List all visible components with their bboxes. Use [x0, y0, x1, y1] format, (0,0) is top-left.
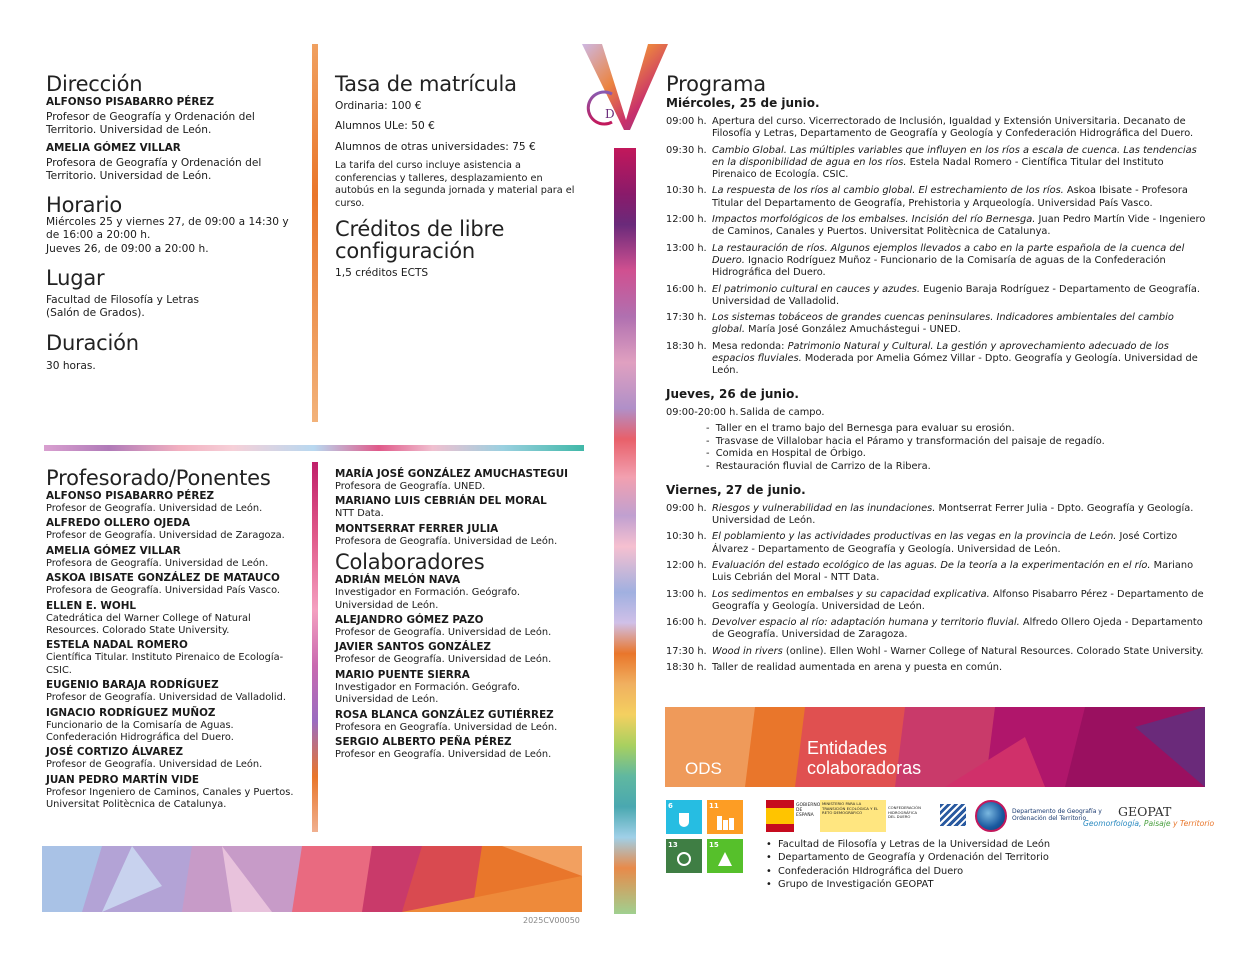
programa-item: [666, 589, 1206, 614]
professor-name: ELLEN E. WOHL: [46, 599, 137, 612]
programa-item: [666, 312, 1206, 337]
chd-icon: [940, 804, 966, 826]
entidades-list: [766, 838, 1206, 892]
programa-item: [666, 662, 1206, 674]
lugar-line: Facultad de Filosofía y Letras: [46, 293, 200, 306]
programa-time: 18:30 h.: [666, 662, 707, 674]
programa-time: 17:30 h.: [666, 312, 707, 324]
programa-speaker: Alfredo Ollero Ojeda - Departamento de Geografía. Universidad de Zaragoza.: [712, 617, 1203, 641]
sdg-11-number: 11: [709, 802, 719, 810]
programa-title: Impactos morfológicos de los embalses. Incisión del río Bernesga.: [712, 214, 1036, 226]
programa-item: [666, 617, 1206, 642]
professor-name: JUAN PEDRO MARTÍN VIDE: [46, 773, 199, 786]
color-stripe-horizontal: [44, 445, 584, 451]
programa-text: [712, 617, 1206, 642]
programa-title: Wood in rivers: [712, 645, 783, 657]
programa-text: [712, 243, 1206, 280]
horario-line: Jueves 26, de 09:00 a 20:00 h.: [46, 243, 209, 256]
programa-title: Cambio Global. Las múltiples variables que influyen en los ríos a escala de cuenca. Las tendencias en la disponibilidad de agua en los ríos.: [712, 144, 1197, 168]
tasa-line: Ordinaria: 100 €: [335, 100, 422, 112]
professor-role: Profesor de Geografía. Universidad de Zaragoza.: [46, 530, 285, 542]
professor-name: MONTSERRAT FERRER JULIA: [335, 522, 499, 535]
colaborador-role: Profesor de Geografía. Universidad de León.: [335, 654, 552, 666]
colaborador-name: MARIO PUENTE SIERRA: [335, 668, 470, 681]
programa-time: 16:00 h.: [666, 283, 707, 295]
colaboradores-title: Colaboradores: [335, 550, 485, 575]
programa-title: El patrimonio cultural en cauces y azudes.: [712, 283, 920, 295]
programa-item: [666, 284, 1206, 309]
programa-item: [666, 214, 1206, 239]
colaborador-name: ALEJANDRO GÓMEZ PAZO: [335, 614, 484, 627]
sdg-15-icon: [707, 839, 743, 873]
programa-column: [666, 73, 1206, 678]
programa-time: 10:30 h.: [666, 185, 707, 197]
programa-title: Evaluación del estado ecológico de las aguas. De la teoría a la experimentación en el río.: [712, 559, 1151, 571]
colaborador-role: Profesora en Geografía. Universidad de León.: [335, 721, 558, 733]
bullet-dash-icon: -: [706, 448, 716, 460]
programa-speaker: Ignacio Rodríguez Muñoz - Funcionario de la Comisaría de aguas de la Confederación Hidrográfica del Duero.: [712, 254, 1166, 279]
programa-speaker: Mariano Luis Cebrián del Moral - NTT Data.: [712, 559, 1194, 584]
programa-bullet: [666, 448, 1206, 461]
programa-speaker: Eugenio Baraja Rodríguez - Departamento de Geografía. Universidad de Valladolid.: [712, 283, 1200, 307]
tasa-note: La tarifa del curso incluye asistencia a conferencias y talleres, desplazamiento en autobús en la segunda jornada y material para el curso.: [335, 160, 575, 209]
tasa-line: Alumnos ULe: 50 €: [335, 120, 435, 133]
entidad-item: • Facultad de Filosofía y Letras de la Universidad de León: [766, 838, 1206, 851]
professor-role: Científica Titular. Instituto Pirenaico de Ecología-CSIC.: [46, 652, 284, 676]
programa-speaker: Taller de realidad aumentada en arena y puesta en común.: [712, 662, 1003, 674]
programa-day-heading: Viernes, 27 de junio.: [666, 482, 806, 497]
confederacion-label: CONFEDERACIÓN HIDROGRÁFICA DEL DUERO: [888, 805, 922, 819]
programa-time: 17:30 h.: [666, 645, 707, 657]
colaborador-name: SERGIO ALBERTO PEÑA PÉREZ: [335, 736, 512, 749]
sdg-15-number: 15: [709, 841, 719, 849]
programa-text: [712, 560, 1206, 585]
professor-role: Funcionario de la Comisaría de Aguas. Confederación Hidrográfica del Duero.: [46, 719, 234, 744]
sdg-icons: [666, 800, 746, 875]
programa-bullet: [666, 423, 1206, 436]
programa-time: 18:30 h.: [666, 340, 707, 352]
center-ribbon: [614, 148, 636, 914]
geopat-title: GEOPAT: [1118, 804, 1172, 819]
colaborador-name: ADRIÁN MELÓN NAVA: [335, 574, 461, 587]
programa-title: Los sistemas tobáceos de grandes cuencas peninsulares. Indicadores ambientales del cambio global.: [712, 312, 1174, 336]
programa-time: 13:00 h.: [666, 242, 707, 254]
horario-line: Miércoles 25 y viernes 27, de 09:00 a 14:30 y de 16:00 a 20:00 h.: [46, 215, 289, 242]
bullet-dash-icon: -: [706, 422, 716, 434]
programa-text: [712, 185, 1206, 210]
colaborador-name: JAVIER SANTOS GONZÁLEZ: [335, 641, 491, 654]
tasa-title: Tasa de matrícula: [335, 72, 517, 96]
professor-role: Profesor Ingeniero de Caminos, Canales y Puertos. Universitat Politècnica de Catalunya.: [46, 786, 294, 811]
programa-title: Devolver espacio al río: adaptación humana y territorio fluvial.: [712, 617, 1020, 629]
profesorado-column-2: [335, 467, 580, 763]
programa-time: 12:00 h.: [666, 214, 707, 226]
bullet-dash-icon: -: [706, 461, 716, 473]
professor-name: ASKOA IBISATE GONZÁLEZ DE MATAUCO: [46, 572, 280, 585]
profesorado-column: [46, 467, 304, 814]
programa-text: [712, 145, 1206, 182]
professor-name: MARÍA JOSÉ GONZÁLEZ AMUCHASTEGUI: [335, 468, 568, 480]
sdg-6-icon: [666, 800, 702, 834]
entidad-item: • Departamento de Geografía y Ordenación del Territorio: [766, 851, 1206, 864]
direccion-title: Dirección: [46, 72, 143, 96]
programa-time: 13:00 h.: [666, 588, 707, 600]
ministerio-label: MINISTERIO PARA LA TRANSICIÓN ECOLÓGICA Y EL RETO DEMOGRÁFICO: [820, 800, 886, 832]
sdg-13-icon: [666, 839, 702, 873]
programa-item: [666, 560, 1206, 585]
programa-speaker: Juan Pedro Martín Vide - Ingeniero de Caminos, Canales y Puertos. Universitat Politècnica de Catalunya.: [712, 214, 1206, 238]
colaborador-role: Investigador en Formación. Geógrafo. Universidad de León.: [335, 681, 520, 706]
programa-item: [666, 531, 1206, 556]
programa-text: [712, 646, 1206, 658]
profesorado-title: Profesorado/Ponentes: [46, 466, 271, 490]
professor-role: Profesor de Geografía. Universidad de Valladolid.: [46, 692, 286, 704]
professor-name: JOSÉ CORTIZO ÁLVAREZ: [46, 746, 184, 759]
professor-name: ESTELA NADAL ROMERO: [46, 639, 188, 652]
programa-text: [712, 662, 1206, 674]
programa-item: [666, 116, 1206, 141]
programa-text: [712, 284, 1206, 309]
programa-speaker: Moderada por Amelia Gómez Villar - Dpto. Geografía y Geología. Universidad de León.: [712, 353, 1198, 377]
professor-role: NTT Data.: [335, 508, 384, 520]
programa-text: [712, 116, 1206, 141]
bullet-dash-icon: -: [706, 435, 716, 447]
programa-title: Patrimonio Natural y Cultural. La gestión y aprovechamiento adecuado de los espacios fluviales.: [712, 340, 1169, 365]
colaborador-name: ROSA BLANCA GONZÁLEZ GUTIÉRREZ: [335, 708, 554, 721]
entidad-item: • Grupo de Investigación GEOPAT: [766, 878, 1206, 891]
director-role: Profesor de Geografía y Ordenación del Territorio. Universidad de León.: [46, 111, 255, 137]
bullet-text: Restauración fluvial de Carrizo de la Ribera.: [715, 461, 931, 473]
programa-item: [666, 185, 1206, 210]
programa-bullet: [666, 436, 1206, 449]
programa-text: [712, 531, 1206, 556]
programa-item: [666, 503, 1206, 528]
cv-logo: [582, 42, 668, 132]
color-divider-bottom: [312, 462, 318, 832]
programa-day-heading: Miércoles, 25 de junio.: [666, 96, 820, 110]
middle-top-column: [335, 73, 577, 280]
director-name: ALFONSO PISABARRO PÉREZ: [46, 96, 214, 108]
left-top-column: [46, 73, 301, 373]
entidad-item: • Confederación HIdrográfica del Duero: [766, 865, 1206, 878]
escudo-icon: [766, 800, 794, 832]
ods-label: ODS: [685, 759, 722, 778]
programa-item: [666, 341, 1206, 378]
programa-text: [712, 214, 1206, 239]
gobierno-logo: [766, 800, 934, 832]
colaborador-role: Profesor en Geografía. Universidad de León.: [335, 749, 552, 761]
programa-pre: Mesa redonda:: [712, 340, 788, 352]
programa-text: [712, 589, 1206, 614]
programa-title: La restauración de ríos. Algunos ejemplos llevados a cabo en la parte española de la cuenca del Duero.: [712, 242, 1185, 266]
sdg-6-number: 6: [668, 802, 673, 810]
professor-role: Profesor de Geografía. Universidad de León.: [46, 759, 263, 771]
programa-title: Riesgos y vulnerabilidad en las inundaciones.: [712, 502, 936, 514]
professor-role: Profesora de Geografía. UNED.: [335, 481, 486, 492]
programa-text: [712, 503, 1206, 528]
entidades-banner: [665, 707, 1205, 787]
programa-time: 10:30 h.: [666, 531, 707, 543]
duracion-line: 30 horas.: [46, 359, 96, 372]
director-name: AMELIA GÓMEZ VILLAR: [46, 141, 181, 154]
programa-speaker: María José González Amuchástegui - UNED.: [745, 324, 961, 336]
lugar-title: Lugar: [46, 265, 105, 290]
professor-role: Profesora de Geografía. Universidad País Vasco.: [46, 585, 281, 597]
programa-item: [666, 145, 1206, 182]
sdg-13-number: 13: [668, 841, 678, 849]
programa-text: Salida de campo.: [740, 406, 825, 418]
horario-title: Horario: [46, 192, 123, 217]
professor-name: IGNACIO RODRÍGUEZ MUÑOZ: [46, 706, 216, 719]
dept-label: Departamento de Geografía y Ordenación del Territorio: [1012, 808, 1102, 822]
programa-title: Los sedimentos en embalses y su capacidad explicativa.: [712, 588, 990, 600]
programa-speaker: Alfonso Pisabarro Pérez - Departamento de Geografía y Geología. Universidad de León.: [712, 588, 1204, 612]
programa-title: Programa: [666, 72, 766, 96]
ule-globe-icon: [975, 800, 1007, 832]
programa-speaker: (online). Ellen Wohl - Warner College of Natural Resources. Colorado State University.: [782, 645, 1204, 657]
professor-name: AMELIA GÓMEZ VILLAR: [46, 544, 181, 557]
tasa-line: Alumnos de otras universidades: 75 €: [335, 140, 536, 153]
programa-speaker: Apertura del curso. Vicerrectorado de Inclusión, Igualdad y Extensión Universitaria. Decanato de Filosofía y Letras, Departamento de Geografía y Geología y Confederación Hidrográfica del Duero.: [712, 116, 1194, 140]
bullet-text: Trasvase de Villalobar hacia el Páramo y transformación del paisaje de regadío.: [715, 435, 1105, 447]
colaborador-role: Profesor de Geografía. Universidad de León.: [335, 627, 552, 639]
programa-time: 09:00 h.: [666, 116, 707, 127]
mosaic-footer: [42, 846, 582, 912]
colaborador-role: Investigador en Formación. Geógrafo. Universidad de León.: [335, 587, 520, 611]
programa-item: [666, 243, 1206, 280]
professor-name: EUGENIO BARAJA RODRÍGUEZ: [46, 679, 219, 692]
programa-time: 12:00 h.: [666, 559, 707, 571]
professor-role: Profesora de Geografía. Universidad de León.: [46, 557, 269, 569]
professor-name: MARIANO LUIS CEBRIÁN DEL MORAL: [335, 495, 547, 508]
programa-speaker: Montserrat Ferrer Julia - Dpto. Geografía y Geología. Universidad de León.: [712, 502, 1194, 527]
creditos-title: Créditos de libre configuración: [335, 216, 505, 263]
programa-speaker: José Cortizo Álvarez - Departamento de Geografía y Geología. Universidad de León.: [712, 531, 1178, 555]
programa-time: 16:00 h.: [666, 617, 707, 629]
gobierno-label: GOBIERNO DE ESPAÑA: [796, 803, 821, 818]
programa-text: [712, 312, 1206, 337]
document-code: 2025CV00050: [523, 916, 580, 925]
programa-title: La respuesta de los ríos al cambio global. El estrechamiento de los ríos.: [712, 185, 1064, 197]
professor-name: ALFREDO OLLERO OJEDA: [46, 517, 191, 530]
programa-item: [666, 407, 1206, 419]
geopat-logo: [1083, 804, 1215, 828]
programa-title: El poblamiento y las actividades productivas en las vegas en la provincia de León.: [712, 531, 1117, 543]
professor-name: ALFONSO PISABARRO PÉREZ: [46, 490, 214, 502]
bullet-text: Taller en el tramo bajo del Bernesga para evaluar su erosión.: [715, 422, 1015, 434]
entidades-label: Entidades colaboradoras: [807, 738, 922, 778]
programa-day-heading: Jueves, 26 de junio.: [666, 386, 799, 401]
professor-role: Catedrática del Warner College of Natural Resources. Colorado State University.: [46, 612, 251, 637]
programa-time: 09:30 h.: [666, 144, 707, 156]
geopat-sub3: y Territorio: [1170, 819, 1215, 828]
programa-speaker: Askoa Ibisate - Profesora Titular del Departamento de Geografía, Prehistoria y Arqueología. Universidad País Vasco.: [712, 185, 1188, 209]
director-role: Profesora de Geografía y Ordenación del Territorio. Universidad de León.: [46, 156, 262, 183]
svg-text:D: D: [605, 107, 615, 121]
programa-speaker: Estela Nadal Romero - Científica Titular del Instituto Pirenaico de Ecología. CSIC.: [712, 156, 1164, 181]
programa-time: 09:00 h.: [666, 502, 707, 514]
geopat-sub1: Geomorfología,: [1083, 819, 1144, 828]
lugar-line: (Salón de Grados).: [46, 307, 145, 320]
programa-bullet: [666, 461, 1206, 474]
orange-divider-top: [312, 44, 318, 422]
professor-role: Profesora de Geografía. Universidad de León.: [335, 535, 558, 547]
professor-role: Profesor de Geografía. Universidad de León.: [46, 503, 263, 514]
programa-text: [712, 341, 1206, 378]
creditos-line: 1,5 créditos ECTS: [335, 266, 429, 279]
programa-item: [666, 646, 1206, 658]
geopat-sub2: Paisaje: [1143, 819, 1171, 828]
bullet-text: Comida en Hospital de Órbigo.: [715, 448, 866, 460]
sdg-11-icon: [707, 800, 743, 834]
duracion-title: Duración: [46, 330, 139, 355]
programa-time: 09:00-20:00 h.: [666, 406, 739, 418]
